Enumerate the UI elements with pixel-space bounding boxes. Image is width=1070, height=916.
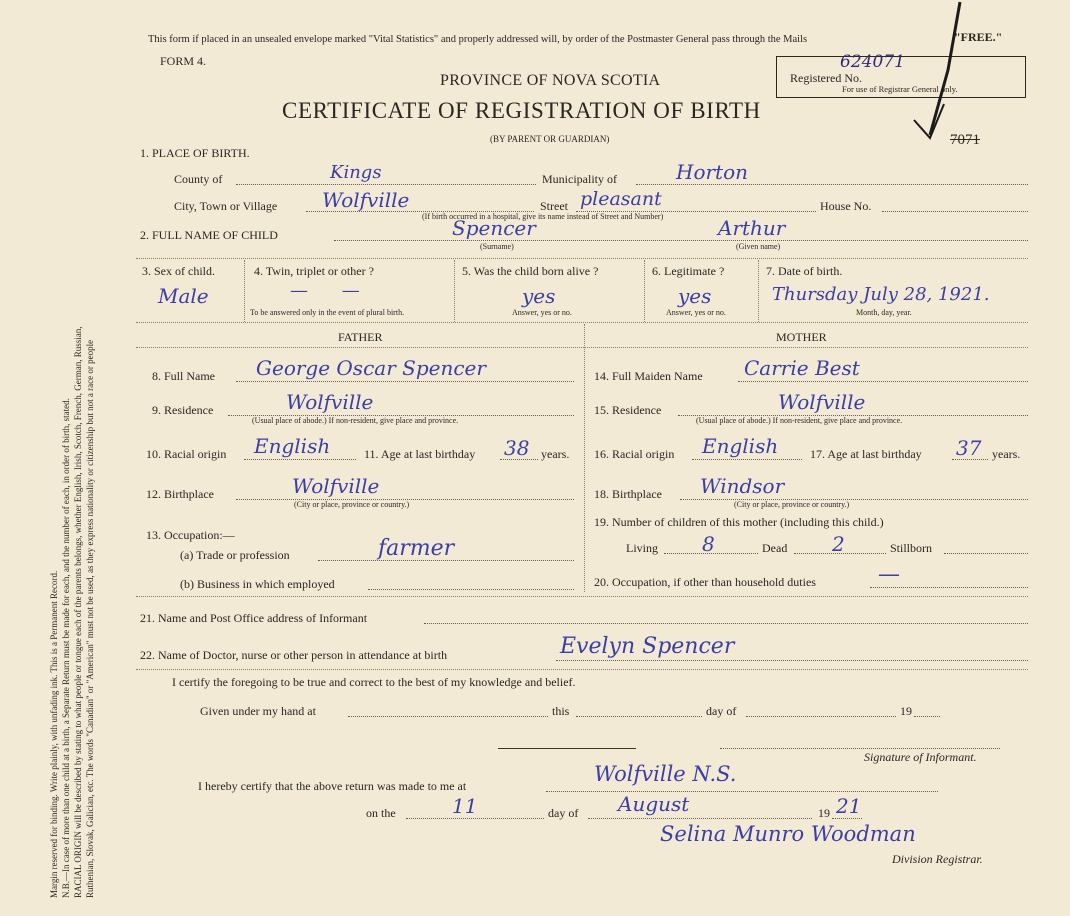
day-of-label: day of: [706, 704, 737, 718]
mother-name: Carrie Best: [744, 356, 860, 380]
business-label: (b) Business in which employed: [180, 577, 335, 591]
registrar-signature: Selina Munro Woodman: [660, 822, 916, 846]
father-birthplace: Wolfville: [292, 474, 380, 498]
margin-notes: [48, 18, 148, 898]
registrar-note: For use of Registrar General only.: [842, 84, 958, 94]
father-residence: Wolfville: [286, 390, 374, 414]
mother-occupation: —: [878, 562, 900, 587]
father-race: English: [254, 434, 331, 458]
registration-place: Wolfville N.S.: [594, 762, 737, 786]
hospital-note: (If birth occurred in a hospital, give its name instead of Street and Number): [422, 212, 664, 221]
date-of-birth-note: Month, day, year.: [856, 308, 912, 317]
stillborn-label: Stillborn: [890, 541, 933, 555]
mother-birthplace-note: (City or place, province or country.): [734, 500, 850, 509]
mother-heading: MOTHER: [776, 330, 827, 344]
mother-birthplace-label: 18. Birthplace: [594, 487, 662, 501]
father-heading: FATHER: [338, 330, 383, 344]
mother-residence: Wolfville: [778, 390, 866, 414]
margin-note-2: N.B.—In case of more than one child at a birth, a Separate Return must be made for each, and the number of each, in order of birth, stated.: [61, 398, 71, 898]
certificate-subtitle: (BY PARENT OR GUARDIAN): [490, 134, 610, 144]
informant-certify-text: I certify the foregoing to be true and correct to the best of my knowledge and belief.: [172, 675, 576, 689]
mother-birthplace: Windsor: [700, 474, 785, 498]
county-value: Kings: [330, 162, 382, 183]
free-mark: "FREE.": [954, 30, 1003, 44]
registration-year: 21: [836, 794, 862, 818]
registrar-certify-text: I hereby certify that the above return was made to me at: [198, 779, 467, 793]
father-race-label: 10. Racial origin: [146, 447, 227, 461]
given-name-note: (Given name): [736, 242, 781, 251]
date-of-birth-value: Thursday July 28, 1921.: [772, 284, 990, 305]
mother-residence-note: (Usual place of abode.) If non-resident, give place and province.: [696, 416, 903, 425]
attendant-name: Evelyn Spencer: [560, 634, 735, 659]
mother-race: English: [702, 434, 779, 458]
province-heading: PROVINCE OF NOVA SCOTIA: [440, 72, 661, 89]
father-birthplace-note: (City or place, province or country.): [294, 500, 410, 509]
father-name-label: 8. Full Name: [152, 369, 215, 383]
father-residence-label: 9. Residence: [152, 403, 214, 417]
father-age-label: 11. Age at last birthday: [364, 447, 476, 461]
child-surname: Spencer: [452, 216, 536, 240]
street-value: pleasant: [580, 188, 662, 210]
alive-value: yes: [522, 284, 556, 308]
father-trade: farmer: [378, 536, 455, 561]
municipality-label: Municipality of: [542, 172, 617, 186]
alive-note: Answer, yes or no.: [512, 308, 572, 317]
living-count: 8: [702, 532, 715, 556]
father-age: 38: [504, 436, 530, 460]
father-birthplace-label: 12. Birthplace: [146, 487, 214, 501]
margin-note-1: Margin reserved for binding. Write plainly, with unfading ink. This is a Permanent Record.: [49, 570, 59, 898]
municipality-value: Horton: [676, 160, 749, 184]
mother-age: 37: [956, 436, 982, 460]
alive-label: 5. Was the child born alive ?: [462, 264, 599, 278]
registrar-title: Division Registrar.: [892, 852, 983, 866]
registrar-year-prefix: 19: [818, 806, 830, 820]
certificate-title: CERTIFICATE OF REGISTRATION OF BIRTH: [282, 98, 761, 123]
children-count-label: 19. Number of children of this mother (including this child.): [594, 515, 884, 529]
child-name-label: 2. FULL NAME OF CHILD: [140, 228, 278, 242]
occupation-label: 13. Occupation:—: [146, 528, 235, 542]
legitimate-value: yes: [678, 284, 712, 308]
twin-label: 4. Twin, triplet or other ?: [254, 264, 374, 278]
trade-label: (a) Trade or profession: [180, 548, 290, 562]
place-of-birth-heading: 1. PLACE OF BIRTH.: [140, 146, 250, 160]
child-given-name: Arthur: [718, 216, 786, 240]
twin-note: To be answered only in the event of plural birth.: [250, 308, 405, 317]
mother-residence-label: 15. Residence: [594, 403, 662, 417]
mother-occupation-label: 20. Occupation, if other than household duties: [594, 575, 816, 589]
city-value: Wolfville: [322, 188, 410, 212]
house-no-label: House No.: [820, 199, 872, 213]
mother-years: years.: [992, 447, 1021, 461]
father-residence-note: (Usual place of abode.) If non-resident, give place and province.: [252, 416, 459, 425]
given-at-label: Given under my hand at: [200, 704, 316, 718]
legitimate-label: 6. Legitimate ?: [652, 264, 725, 278]
legitimate-note: Answer, yes or no.: [666, 308, 726, 317]
father-years: years.: [541, 447, 570, 461]
attendant-label: 22. Name of Doctor, nurse or other person in attendance at birth: [140, 648, 448, 662]
date-of-birth-label: 7. Date of birth.: [766, 264, 843, 278]
county-label: County of: [174, 172, 223, 186]
sex-label: 3. Sex of child.: [142, 264, 215, 278]
on-the-label: on the: [366, 806, 396, 820]
surname-note: (Surname): [480, 242, 514, 251]
mother-age-label: 17. Age at last birthday: [810, 447, 922, 461]
registered-number: 624071: [840, 52, 905, 72]
informant-signature-label: Signature of Informant.: [864, 750, 977, 764]
street-label: Street: [540, 199, 568, 213]
father-name: George Oscar Spencer: [256, 356, 486, 380]
form-number: FORM 4.: [160, 54, 207, 68]
corner-mark: 7071: [950, 132, 980, 148]
sex-value: Male: [158, 284, 209, 308]
mother-name-label: 14. Full Maiden Name: [594, 369, 703, 383]
registration-day: 11: [452, 794, 478, 818]
dead-label: Dead: [762, 541, 788, 555]
margin-note-3: RACIAL ORIGIN will be described by stating to what people or tongue each of the parents belongs, whether English, Irish, Scotch, French, German, Russian,: [73, 326, 83, 898]
living-label: Living: [626, 541, 658, 555]
informant-year-prefix: 19: [900, 704, 912, 718]
registered-label: Registered No.: [790, 71, 862, 85]
mother-race-label: 16. Racial origin: [594, 447, 675, 461]
dead-count: 2: [832, 532, 845, 556]
city-label: City, Town or Village: [174, 199, 278, 213]
twin-value: — —: [290, 280, 374, 301]
mail-notice: This form if placed in an unsealed envelope marked "Vital Statistics" and properly addressed will, by order of the Postmaster General pass through the Mails: [148, 34, 808, 45]
margin-note-4: Ruthenian, Slovak, Galician, etc. The words "Canadian" or "American" must not be used, as they express nationality or citizenship but not a race or people: [85, 339, 95, 898]
this-label: this: [552, 704, 570, 718]
informant-address-label: 21. Name and Post Office address of Informant: [140, 611, 368, 625]
registration-month: August: [618, 792, 690, 816]
registrar-day-of-label: day of: [548, 806, 579, 820]
